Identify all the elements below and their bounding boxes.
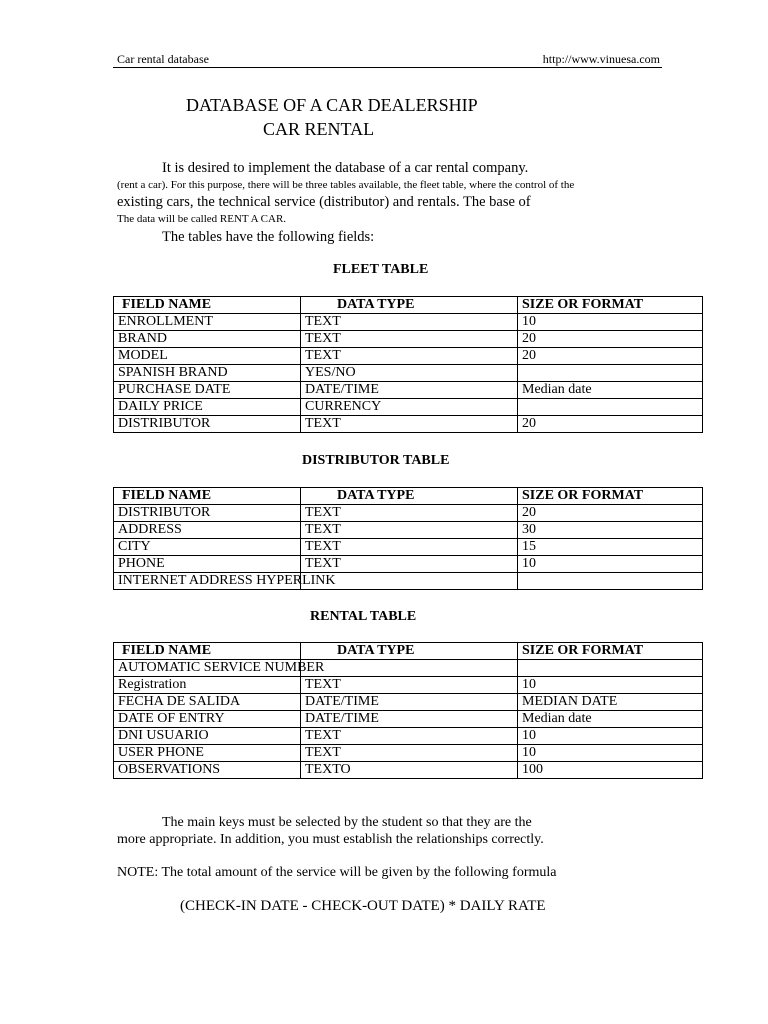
- rental-table: [113, 642, 703, 779]
- intro-line-3: existing cars, the technical service (distributor) and rentals. The base of: [117, 194, 531, 210]
- table-row: [114, 694, 703, 711]
- table-header-row: [114, 643, 703, 660]
- intro-line-1: It is desired to implement the database of a car rental company.: [162, 160, 529, 176]
- data-type-cell: TEXT: [301, 539, 518, 556]
- intro-line-5: The tables have the following fields:: [162, 229, 375, 245]
- data-type-cell: TEXT: [301, 314, 518, 331]
- data-type-cell: [301, 660, 518, 677]
- data-type-cell: DATE/TIME: [301, 382, 518, 399]
- field-name-cell: OBSERVATIONS: [114, 762, 301, 779]
- size-format-cell: 10: [518, 728, 703, 745]
- size-format-cell: [518, 573, 703, 590]
- header-rule: [113, 67, 662, 68]
- data-type-cell: TEXT: [301, 416, 518, 433]
- size-format-cell: 30: [518, 522, 703, 539]
- data-type-cell: TEXT: [301, 728, 518, 745]
- fleet-table: [113, 296, 703, 433]
- size-format-cell: 20: [518, 416, 703, 433]
- document-title: DATABASE OF A CAR DEALERSHIP: [186, 95, 478, 115]
- rental-table-title: RENTAL TABLE: [310, 609, 417, 624]
- table-row: [114, 728, 703, 745]
- table-row: [114, 331, 703, 348]
- table-row: [114, 416, 703, 433]
- running-header-url: http://www.vinuesa.com: [542, 52, 660, 66]
- size-format-cell: 10: [518, 314, 703, 331]
- document-subtitle: CAR RENTAL: [263, 119, 375, 139]
- size-format-cell: 10: [518, 556, 703, 573]
- field-name-cell: DISTRIBUTOR: [114, 416, 301, 433]
- size-format-cell: 10: [518, 677, 703, 694]
- table-row: [114, 399, 703, 416]
- data-type-cell: TEXT: [301, 522, 518, 539]
- table-row: [114, 660, 703, 677]
- formula-text: (CHECK-IN DATE - CHECK-OUT DATE) * DAILY RATE: [180, 898, 546, 914]
- header-data-type: DATA TYPE: [301, 488, 518, 505]
- header-data-type: DATA TYPE: [301, 297, 518, 314]
- table-row: [114, 539, 703, 556]
- table-header-row: [114, 488, 703, 505]
- table-row: [114, 348, 703, 365]
- header-size-format: SIZE OR FORMAT: [518, 297, 703, 314]
- field-name-cell: PHONE: [114, 556, 301, 573]
- size-format-cell: 20: [518, 348, 703, 365]
- data-type-cell: TEXT: [301, 556, 518, 573]
- data-type-cell: CURRENCY: [301, 399, 518, 416]
- intro-line-2: (rent a car). For this purpose, there will be three tables available, the fleet table, where the control of the: [117, 179, 575, 191]
- field-name-cell: ENROLLMENT: [114, 314, 301, 331]
- table-row: [114, 745, 703, 762]
- table-row: [114, 505, 703, 522]
- header-field-name: FIELD NAME: [114, 488, 301, 505]
- data-type-cell: TEXT: [301, 745, 518, 762]
- field-name-cell: INTERNET ADDRESS HYPERLINK: [114, 573, 301, 590]
- data-type-cell: DATE/TIME: [301, 694, 518, 711]
- field-name-cell: MODEL: [114, 348, 301, 365]
- size-format-cell: Median date: [518, 711, 703, 728]
- table-row: [114, 365, 703, 382]
- table-row: [114, 677, 703, 694]
- size-format-cell: 20: [518, 505, 703, 522]
- table-row: [114, 382, 703, 399]
- size-format-cell: [518, 660, 703, 677]
- closing-line-1: The main keys must be selected by the student so that they are the: [162, 815, 532, 830]
- field-name-cell: ADDRESS: [114, 522, 301, 539]
- closing-line-2: more appropriate. In addition, you must establish the relationships correctly.: [117, 832, 544, 847]
- header-field-name: FIELD NAME: [114, 297, 301, 314]
- size-format-cell: MEDIAN DATE: [518, 694, 703, 711]
- data-type-cell: YES/NO: [301, 365, 518, 382]
- field-name-cell: USER PHONE: [114, 745, 301, 762]
- table-row: [114, 522, 703, 539]
- field-name-cell: BRAND: [114, 331, 301, 348]
- table-row: [114, 314, 703, 331]
- field-name-cell: Registration: [114, 677, 301, 694]
- data-type-cell: TEXT: [301, 505, 518, 522]
- field-name-cell: SPANISH BRAND: [114, 365, 301, 382]
- table-row: [114, 762, 703, 779]
- data-type-cell: TEXT: [301, 348, 518, 365]
- fleet-table-title: FLEET TABLE: [333, 262, 429, 277]
- note-text: NOTE: The total amount of the service will be given by the following formula: [117, 865, 557, 880]
- size-format-cell: 10: [518, 745, 703, 762]
- size-format-cell: Median date: [518, 382, 703, 399]
- intro-line-4: The data will be called RENT A CAR.: [117, 213, 287, 225]
- field-name-cell: AUTOMATIC SERVICE NUMBER: [114, 660, 301, 677]
- running-header-title: Car rental database: [117, 52, 209, 66]
- field-name-cell: CITY: [114, 539, 301, 556]
- table-row: [114, 573, 703, 590]
- field-name-cell: DISTRIBUTOR: [114, 505, 301, 522]
- header-data-type: DATA TYPE: [301, 643, 518, 660]
- data-type-cell: TEXTO: [301, 762, 518, 779]
- data-type-cell: DATE/TIME: [301, 711, 518, 728]
- size-format-cell: 100: [518, 762, 703, 779]
- data-type-cell: TEXT: [301, 677, 518, 694]
- size-format-cell: 20: [518, 331, 703, 348]
- header-size-format: SIZE OR FORMAT: [518, 643, 703, 660]
- size-format-cell: 15: [518, 539, 703, 556]
- data-type-cell: TEXT: [301, 331, 518, 348]
- field-name-cell: DNI USUARIO: [114, 728, 301, 745]
- header-size-format: SIZE OR FORMAT: [518, 488, 703, 505]
- table-header-row: [114, 297, 703, 314]
- size-format-cell: [518, 399, 703, 416]
- field-name-cell: DATE OF ENTRY: [114, 711, 301, 728]
- field-name-cell: PURCHASE DATE: [114, 382, 301, 399]
- header-field-name: FIELD NAME: [114, 643, 301, 660]
- table-row: [114, 556, 703, 573]
- distributor-table-title: DISTRIBUTOR TABLE: [302, 453, 450, 468]
- field-name-cell: DAILY PRICE: [114, 399, 301, 416]
- field-name-cell: FECHA DE SALIDA: [114, 694, 301, 711]
- distributor-table: [113, 487, 703, 590]
- table-row: [114, 711, 703, 728]
- size-format-cell: [518, 365, 703, 382]
